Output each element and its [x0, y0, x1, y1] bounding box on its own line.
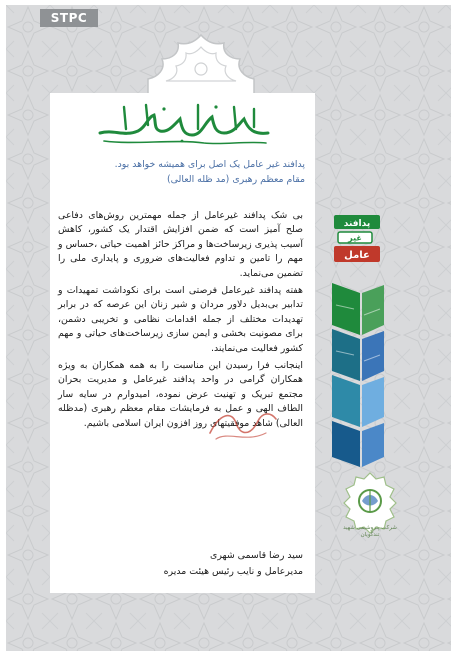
- signature-block: [58, 548, 303, 580]
- body-paragraph-2: هفته پدافند غیرعامل فرصتی است برای نکوداشت تمهیدات و تدابیر بی‌بدیل دلاور مردان و شیر زنان این عرصه که در برابر تهدیدات مختلف از جمله اقدامات نظامی و تخریبی دشمن، برای مصونیت بخشی و ایمن سازی زیرساخت‌های حیاتی و مهم کشور فعالیت می‌نمایند.: [58, 285, 303, 354]
- passive-defense-artwork: [324, 205, 390, 475]
- artwork-title-line1: پدافند: [343, 219, 371, 229]
- artwork-title-line2: غیر: [348, 233, 362, 243]
- stpc-badge: STPC: [40, 9, 98, 27]
- artwork-title-line3: عامل: [344, 250, 370, 261]
- message-body: [58, 209, 303, 434]
- arabesque-ornament: [146, 33, 256, 101]
- quote-attribution: مقام معظم رهبری (مد ظله العالی): [167, 174, 305, 185]
- red-signature-stamp: [206, 403, 280, 447]
- message-panel: [50, 93, 315, 593]
- body-paragraph-1: بی شک پدافند غیرعامل از جمله مهمترین روش‌های دفاعی صلح آمیز است که ضمن افزایش اقتدار یک کشور، کاهش آسیب پذیری زیرساخت‌ها و مراکز حائز اهمیت حیاتی ،حساس و مهم را تامین و تداوم فعالیت‌های ضروری و پایداری ملی را تضمین می‌نماید.: [58, 210, 303, 279]
- basmala-calligraphy: [94, 99, 274, 147]
- company-logo-text: شرکت پتروشیمی شهید تندگویان: [343, 525, 397, 538]
- signer-name: سید رضا قاسمی شهری: [209, 550, 303, 561]
- quote-line: پدافند غیر عامل یک اصل برای همیشه خواهد بود.: [114, 159, 305, 170]
- body-paragraph-3: اینجانب فرا رسیدن این مناسبت را به همه همکاران به ویژه همکاران گرامی در واحد پدافند غیرعامل و مدیریت بحران مجتمع تبریک و تهنیت عرض نموده، امیدوارم در سایه سار الطاف الهی و عمل به فرمایشات مقام معظم رهبری (مدظله العالی) شاهد موفقیتهای روز افزون ایران اسلامی باشیم.: [58, 360, 303, 429]
- poster-frame: [6, 5, 451, 651]
- leader-quote: [55, 157, 305, 187]
- signer-title: مدیرعامل و نایب رئیس هیئت مدیره: [163, 566, 303, 577]
